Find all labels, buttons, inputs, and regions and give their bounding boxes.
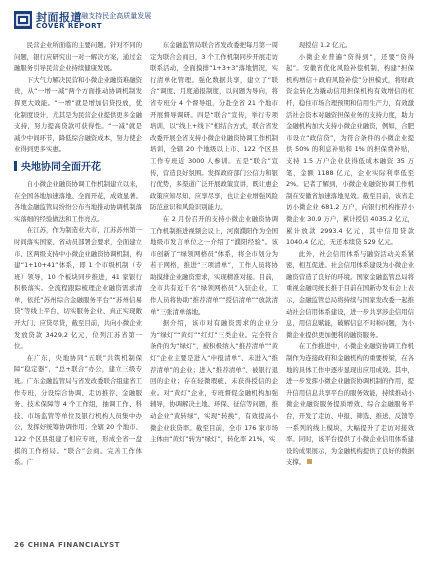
paragraph: 在江苏，作为制造业大市，江苏苏州第一时间落实国家、省动员部署会要求，全面建立市、区两级支持中小微企业融资协调机制，构建“1+10+41”体系，即 1 个市级机制（专班）领导，10 个板块同步推进，41 家银行积极落实。全流程跟踪梳理企业融资需求清单，依托“苏州综合金融服务平台”“苏州信易贷”等线上平台，切实服务企业、真正实现敞开大门、应贷尽贷，截至目前，共向小微企业发放贷款 3429.2 亿元，位列江苏省第一位。 bbox=[14, 226, 142, 351]
paragraph: 在广东，央地协同“五联”共筑机制保障“稳定器”，“总+联合”办公，建立三级专班。广东金融监管局与省发改委联合组建省工作专班，分设综合协调、走访推荐、金融服务、技术保障等 4 个工作组，抽调工作、科技、市场监管等单位及银行机构人员集中办公，发挥好统筹协调作用；全辖 20 个地市、122 个区县组建了相应专班，形成全省一盘棋的工作格局。“联合”会商。完善工作体系。广 bbox=[14, 353, 142, 467]
paragraph: 东金融监管局联合省发改委把每月第一周定为联合会商日，3 个工作机制同步开展走访联系活动，全面摸排“1+3+3”落地情况，实行清单化管理。强化数据共享，建立了“联合”调度、月度通报制度，以问题为导向，将省专班分 4 个督导组，分赴全省 21 个地市开展督导调研。四是“联合”宣传，举行专项培训，以“线上+线下”相结合方式，联合省发改委开展全省支持小微企业融资协调工作机制培训，全辖 20 个地级以上市、122 个区县工作专班近 3000 人参训。五是“联合”宣传，营造良好氛围。发挥政府部门公信力和银行优势，多渠道广泛开展政策宣讲，既让惠企政策应知尽知、应享尽享，也让企业增强风险防范意识和风险识别能力。 bbox=[150, 41, 278, 212]
paragraph: 在 2 月份召开的支持小微企业融资协调工作机制推进视频会议上，河南濮阳作为全国地级市发言单位之一介绍了“濮阳经验”。该市创新了“绿领网格员”体系，将全市划分为若干网格，推进“三项清单”，工作人员将协助摸排企业融资需求，实现精准对接。目前，全市共有近千名“绿领网格员”入驻企业，工作人员将协助“推荐清单”“授信清单”“放款清单”三张清单落地。 bbox=[150, 214, 278, 316]
section-title: 封面报道 bbox=[36, 11, 82, 24]
section-subtitle: ·金融支持民企高质量发展 bbox=[72, 12, 152, 20]
paragraph: 民营企业所面临的主要问题。针对不同的问题，银行应研究出一对一解决方案，通过金融服务引导民营企业持续健康发展。 bbox=[14, 41, 142, 73]
paragraph bbox=[286, 341, 414, 469]
subheading bbox=[14, 161, 142, 175]
footer-text bbox=[14, 541, 120, 549]
column-3 bbox=[286, 40, 414, 528]
page-footer bbox=[14, 541, 414, 555]
article-end-icon bbox=[307, 459, 312, 464]
subheading-text: 央地协同全面开花 bbox=[21, 161, 101, 173]
article-body bbox=[14, 40, 414, 528]
page-number: 26 bbox=[14, 541, 25, 549]
paragraph: 据介绍，该市对有融资需求的企业分为“绿灯”“黄灯”“红灯”三类企业。完全符合条件的为“绿灯”，被积极纳入“推荐清单”“黄灯”企业主要是进入“申报清单”、未进入“推荐清单”的企业；进入“推荐清单”、被银行退回的企业；存在轻微瑕疵、未获得授信的企业。对“黄灯”企业，专班督促金融机构加强辅导，协调解决土地、环保、征信等问题，推动企业“黄转绿”，实现“转换”，有效提高小微企业获贷率。截至目前，全市 176 家市场主体由“黄灯”转为“绿灯”，转化率 21%，实 bbox=[150, 319, 278, 444]
page-header bbox=[14, 8, 414, 34]
paragraph: 此外，社会信用体系与融资活动关系紧密，相互促进。社会信用体系建设为小微企业融资营造了良好的环境。国家金融监管总局将重视金融司统长推于目前在国新办发布会上表示，金融监管总局将持续与国家发改委一起推动社会信用体系建设，进一步共享涉企信用信息，用信息赋能，破解信息不对称问题，为小微企业提供更加便利的融资服务。 bbox=[286, 249, 414, 339]
paragraph: 小微企业普遍“贷得到”，还要“贷得起”。安徽省优化风险补偿机制，构建“担保机构增信＋政府风险补偿”分担模式，将财政资金转化为撬动信用担保机构有效增信的杠杆，稳住市场合理预期和信用生产力，有效激活社会资本对融资担保业务的支持力度，助力金融机构加大支持小微企业融资，例如，合肥市设立“政信贷”，为符合条件的小微企业提供 50% 的利息补贴和 1% 的担保费补贴，支持 1.5 万户企业获得低成本融资 35 万笔，金额 1188 亿元，企业实际利率低至 2%。记者了解到，小微企业融资协调工作机制在安徽省加速落地见效。截至目前，该省走访小微企业 681.2 万户，向银行机构推荐小微企业 30.9 万户，累计授信 4035.2 亿元，累计放款 2993.4 亿元，其中信用贷款 1040.4 亿元，无还本续贷 529 亿元。 bbox=[286, 52, 414, 247]
column-1 bbox=[14, 40, 142, 528]
paragraph: 自小微企业融资协调工作机制建立以来，在全国各地加速落地、全面开花，成效显著。各地金融监管局纷纷公布当地推动协调机制落实落细的经验做法和工作亮点。 bbox=[14, 179, 142, 223]
paragraph-text: 在工作推进中，小微企业融资协调工作机制作为连接政府和金融机构的重要桥梁，在各地的具体工作中逐步显现出应用成效。其中，进一步发挥小微企业融资协调机制的作用，提升信用信息共享平台的服务效能，持续推动小微企业融资服务提质增效、综合金融服务平台，开发了走访、申报、筛选、推送、反馈等一系列的线上模块，大幅提升了走访对接效率。同时，该平台提供了小微企业信用体系建设的成果展示，为金融机构提供了良好的数据支撑。 bbox=[286, 342, 414, 467]
column-2 bbox=[150, 40, 278, 528]
magazine-name: CHINA FINANCIALYST bbox=[27, 541, 120, 549]
subheading-bar-icon bbox=[14, 161, 17, 171]
paragraph: 现授信 1.2 亿元。 bbox=[298, 41, 352, 49]
section-title-en: COVER REPORT bbox=[36, 22, 103, 30]
magazine-logo-icon bbox=[14, 11, 32, 29]
paragraph: 下大气力解决民营和小微企业融资难融资贵，从“一增一减”两个方面推动协调机制发挥更大效能。“一增”就是增加信贷投放，优化制度设计，尤其是为民营企业提供更多金融支持，努力提高贷款可获得性。“一减”就是减少中间环节，降低综合融资成本，努力使企业得到更多实惠。 bbox=[14, 75, 142, 154]
